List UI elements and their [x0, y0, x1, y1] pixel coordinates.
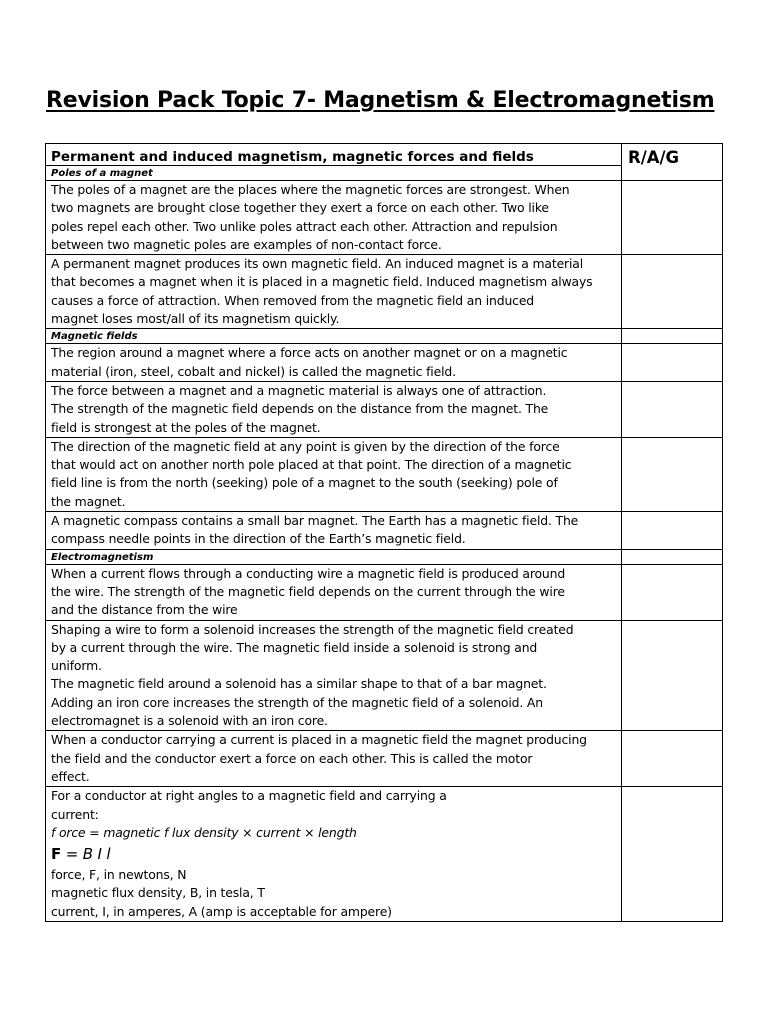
rag-cell[interactable]: [622, 787, 723, 922]
equation-f: F: [51, 845, 62, 864]
text-line: Shaping a wire to form a solenoid increases the strength of the magnetic field created: [51, 621, 574, 637]
rag-cell[interactable]: [622, 731, 723, 787]
text-line: the field and the conductor exert a force on each other. This is called the motor: [51, 750, 533, 766]
text-line: The poles of a magnet are the places where the magnetic forces are strongest. When: [51, 182, 570, 197]
table-row: [46, 344, 723, 382]
section-heading-fields: Magnetic fields: [46, 329, 622, 344]
text-line: A magnetic compass contains a small bar magnet. The Earth has a magnetic field. The: [51, 513, 579, 529]
row-text-fields-1: [46, 344, 622, 382]
text-line: The magnetic field around a solenoid has a similar shape to that of a bar magnet.: [51, 676, 547, 692]
text-line: The force between a magnet and a magnetic material is always one of attraction.: [51, 382, 547, 398]
text-line: the wire. The strength of the magnetic field depends on the current through the wire: [51, 583, 565, 599]
row-text-electro-1: [46, 564, 622, 620]
rag-cell[interactable]: [622, 564, 723, 620]
text-line: The strength of the magnetic field depends on the distance from the magnet. The: [51, 401, 549, 417]
text-line: For a conductor at right angles to a magnetic field and carrying a: [51, 788, 447, 804]
row-text-electro-3: [46, 731, 622, 787]
page-title: Revision Pack Topic 7- Magnetism & Electromagnetism: [46, 88, 715, 113]
row-text-poles-1: [46, 181, 622, 255]
table-row: [46, 512, 723, 550]
section-heading-electro: Electromagnetism: [46, 549, 622, 564]
text-line: A permanent magnet produces its own magnetic field. An induced magnet is a material: [51, 256, 584, 272]
section-row: [46, 549, 723, 564]
text-line: causes a force of attraction. When removed from the magnetic field an induced: [51, 292, 535, 308]
text-line: two magnets are brought close together they exert a force on each other. Two like: [51, 200, 549, 216]
table-row: [46, 620, 723, 731]
text-line: that would act on another north pole placed at that point. The direction of a magnetic: [51, 457, 572, 473]
text-line: magnetic flux density, B, in tesla, T: [51, 885, 265, 901]
text-line: Adding an iron core increases the strength of the magnetic field of a solenoid. An: [51, 694, 543, 710]
text-line: magnet loses most/all of its magnetism quickly.: [51, 311, 340, 327]
rag-cell[interactable]: [622, 381, 723, 437]
rag-cell[interactable]: [622, 181, 723, 255]
text-line: current:: [51, 806, 99, 822]
text-line: by a current through the wire. The magnetic field inside a solenoid is strong and: [51, 639, 538, 655]
row-text-electro-4: [46, 787, 622, 922]
text-line: field line is from the north (seeking) pole of a magnet to the south (seeking) pole of: [51, 475, 558, 491]
text-line: field is strongest at the poles of the magnet.: [51, 419, 321, 435]
table-row: [46, 437, 723, 511]
section-heading-poles: Poles of a magnet: [46, 166, 622, 181]
text-line: When a conductor carrying a current is placed in a magnetic field the magnet producing: [51, 732, 587, 748]
rag-cell: [622, 329, 723, 344]
table-row: [46, 181, 723, 255]
text-line: compass needle points in the direction of the Earth’s magnetic field.: [51, 531, 466, 547]
text-line: between two magnetic poles are examples of non-contact force.: [51, 236, 442, 252]
symbol-equation: [51, 842, 616, 866]
text-line: the magnet.: [51, 493, 126, 509]
text-line: uniform.: [51, 658, 102, 674]
text-line: The region around a magnet where a force acts on another magnet or on a magnetic: [51, 345, 568, 361]
table-row: [46, 564, 723, 620]
table-row: [46, 255, 723, 329]
row-text-electro-2: [46, 620, 622, 731]
row-text-fields-4: [46, 512, 622, 550]
rag-cell[interactable]: [622, 344, 723, 382]
text-line: force, F, in newtons, N: [51, 867, 187, 883]
text-line: and the distance from the wire: [51, 602, 238, 618]
text-line: electromagnet is a solenoid with an iron core.: [51, 713, 328, 729]
word-equation: f orce = magnetic f lux density × current × length: [51, 824, 357, 840]
table-row: [46, 787, 723, 922]
text-line: The direction of the magnetic field at any point is given by the direction of the force: [51, 438, 560, 454]
rag-cell[interactable]: [622, 255, 723, 329]
text-line: When a current flows through a conducting wire a magnetic field is produced around: [51, 565, 566, 581]
rag-cell[interactable]: [622, 512, 723, 550]
rag-cell[interactable]: [622, 437, 723, 511]
rag-cell[interactable]: [622, 620, 723, 731]
rag-heading: R/A/G: [622, 144, 723, 181]
table-row: [46, 381, 723, 437]
row-text-poles-2: [46, 255, 622, 329]
section-row: [46, 166, 723, 181]
row-text-fields-3: [46, 437, 622, 511]
text-line: current, I, in amperes, A (amp is acceptable for ampere): [51, 903, 392, 919]
table-row: [46, 731, 723, 787]
text-line: effect.: [51, 768, 90, 784]
rag-cell: [622, 549, 723, 564]
equation-rest: = B I l: [61, 845, 111, 864]
revision-table: [45, 143, 723, 922]
text-line: that becomes a magnet when it is placed in a magnetic field. Induced magnetism always: [51, 274, 593, 290]
topic-heading: Permanent and induced magnetism, magnetic forces and fields: [46, 144, 622, 166]
text-line: poles repel each other. Two unlike poles attract each other. Attraction and repulsion: [51, 218, 558, 234]
table-header-row: [46, 144, 723, 166]
row-text-fields-2: [46, 381, 622, 437]
text-line: material (iron, steel, cobalt and nickel) is called the magnetic field.: [51, 363, 456, 379]
section-row: [46, 329, 723, 344]
